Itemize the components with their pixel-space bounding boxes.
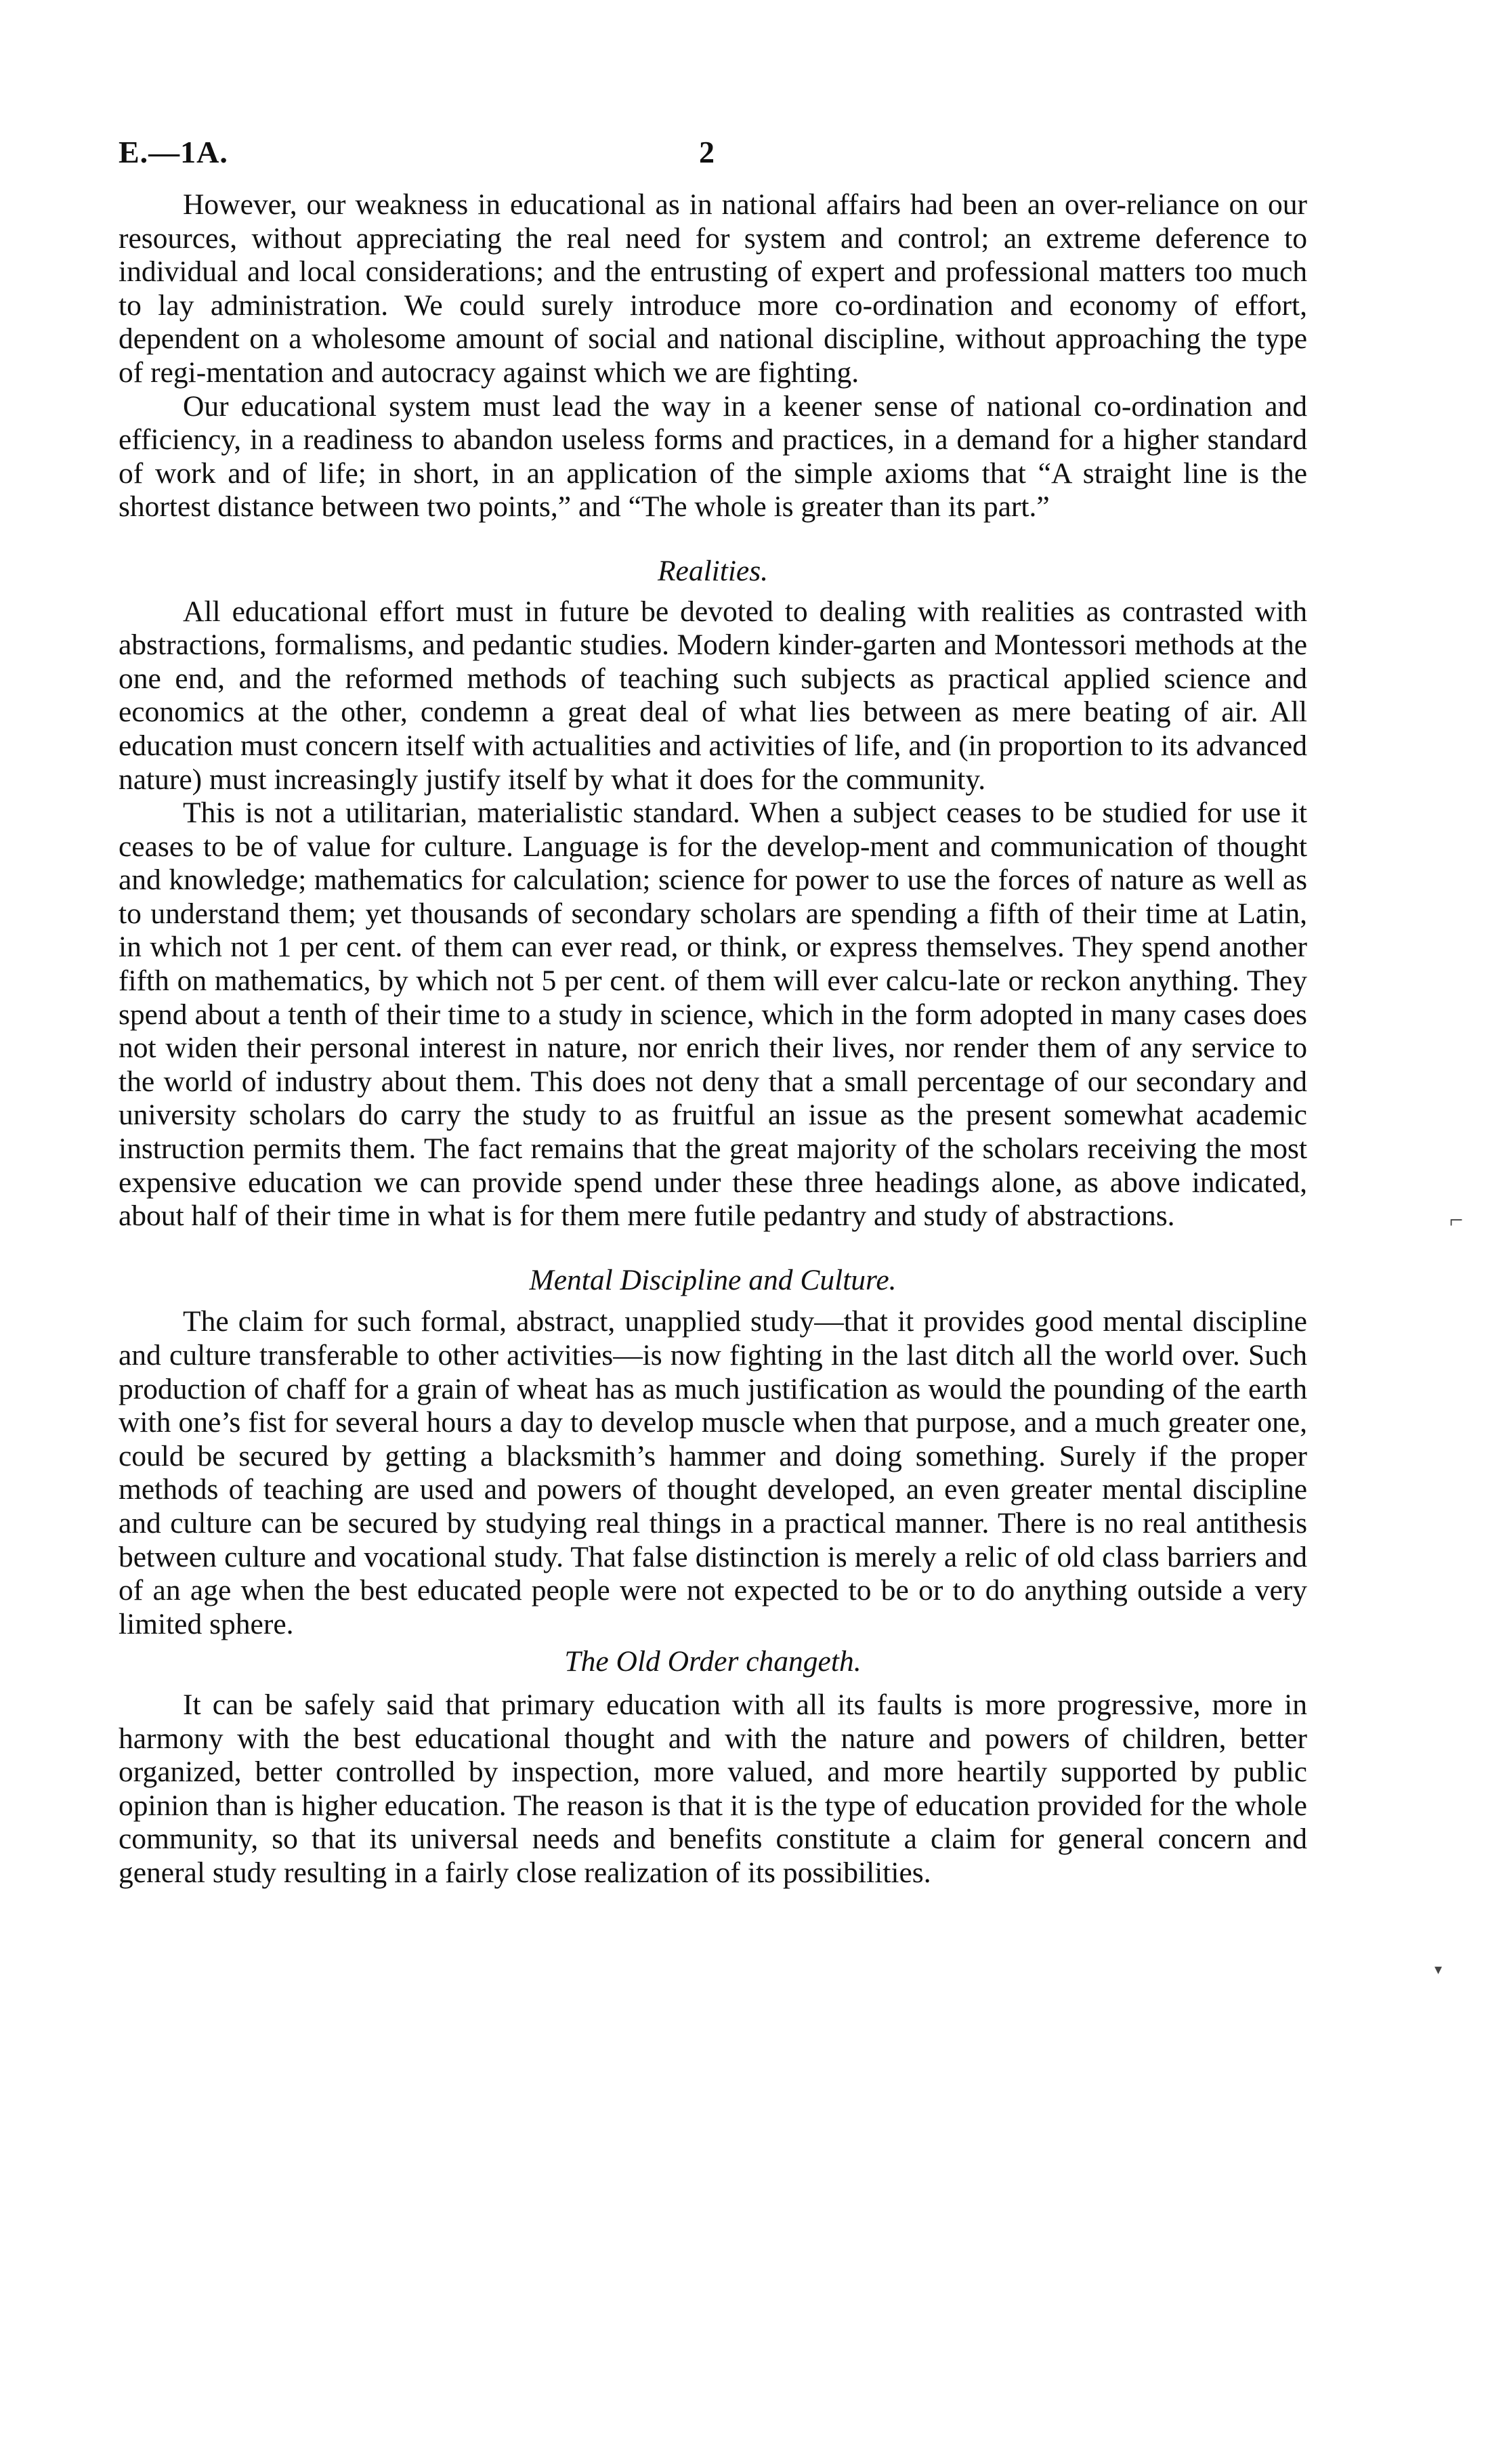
document-body [119,188,1307,1890]
scan-speck-mark: ▾ [1434,1961,1443,1978]
paragraph-5: The claim for such formal, abstract, unapplied study—that it provides good mental discipline and culture transferable to other activities—is now fighting in the last ditch all the world over. Such production of chaff for a grain of wheat has as much justification as would the pounding of the earth with one’s fist for several hours a day to develop muscle when that purpose, and a much greater one, could be secured by getting a blacksmith’s hammer and doing something. Surely if the proper methods of teaching are used and powers of thought developed, an even greater mental discipline and culture can be secured by studying real things in a practical manner. There is no real antithesis between culture and vocational study. That false distinction is merely a relic of old class barriers and of an age when the best educated people were not expected to be or to do anything outside a very limited sphere. [119,1305,1307,1640]
scan-speck-mark: ⌐ [1449,1206,1464,1233]
section-heading-realities: Realities. [657,554,769,587]
section-heading-old-order: The Old Order changeth. [564,1645,862,1678]
paragraph-1: However, our weakness in educational as in national affairs had been an over-reliance on our resources, without appreciating the real need for system and control; an extreme deference to individual and local considerations; and the entrusting of expert and professional matters too much to lay administration. We could surely introduce more co-ordination and economy of effort, dependent on a wholesome amount of social and national discipline, without approaching the type of regi-mentation and autocracy against which we are fighting. [119,188,1307,389]
section-heading-mental-discipline: Mental Discipline and Culture. [529,1263,897,1296]
page-number: 2 [699,135,715,169]
paragraph-6: It can be safely said that primary education with all its faults is more progressive, more in harmony with the best educational thought and with the nature and powers of children, better organized, better controlled by inspection, more valued, and more heartily supported by public opinion than is higher education. The reason is that it is the type of education provided for the whole community, so that its universal needs and benefits constitute a claim for general concern and general study resulting in a fairly close realization of its possibilities. [119,1688,1307,1889]
paragraph-4: This is not a utilitarian, materialistic standard. When a subject ceases to be studied for use it ceases to be of value for culture. Language is for the develop-ment and communication of thought and knowledge; mathematics for calculation; science for power to use the forces of nature as well as to understand them; yet thousands of secondary scholars are spending a fifth of their time at Latin, in which not 1 per cent. of them can ever read, or think, or express themselves. They spend another fifth on mathematics, by which not 5 per cent. of them will ever calcu-late or reckon anything. They spend about a tenth of their time to a study in science, which in the form adopted in many cases does not widen their personal interest in nature, nor enrich their lives, nor render them of any service to the world of industry about them. This does not deny that a small percentage of our secondary and university scholars do carry the study to as fruitful an issue as the present somewhat academic instruction permits them. The fact remains that the great majority of the scholars receiving the most expensive education we can provide spend under these three headings alone, as above indicated, about half of their time in what is for them mere futile pedantry and study of abstractions. [119,796,1307,1233]
document-reference: E.—1A. [119,135,228,169]
paragraph-2: Our educational system must lead the way in a keener sense of national co-ordination and efficiency, in a readiness to abandon useless forms and practices, in a demand for a higher standard of work and of life; in short, in an application of the simple axioms that “A straight line is the shortest distance between two points,” and “The whole is greater than its part.” [119,389,1307,524]
paragraph-3: All educational effort must in future be devoted to dealing with realities as contrasted with abstractions, formalisms, and pedantic studies. Modern kinder-garten and Montessori methods at the one end, and the reformed methods of teaching such subjects as practical applied science and economics at the other, condemn a great deal of what lies between as mere beating of air. All education must concern itself with actualities and activities of life, and (in proportion to its advanced nature) must increasingly justify itself by what it does for the community. [119,595,1307,796]
